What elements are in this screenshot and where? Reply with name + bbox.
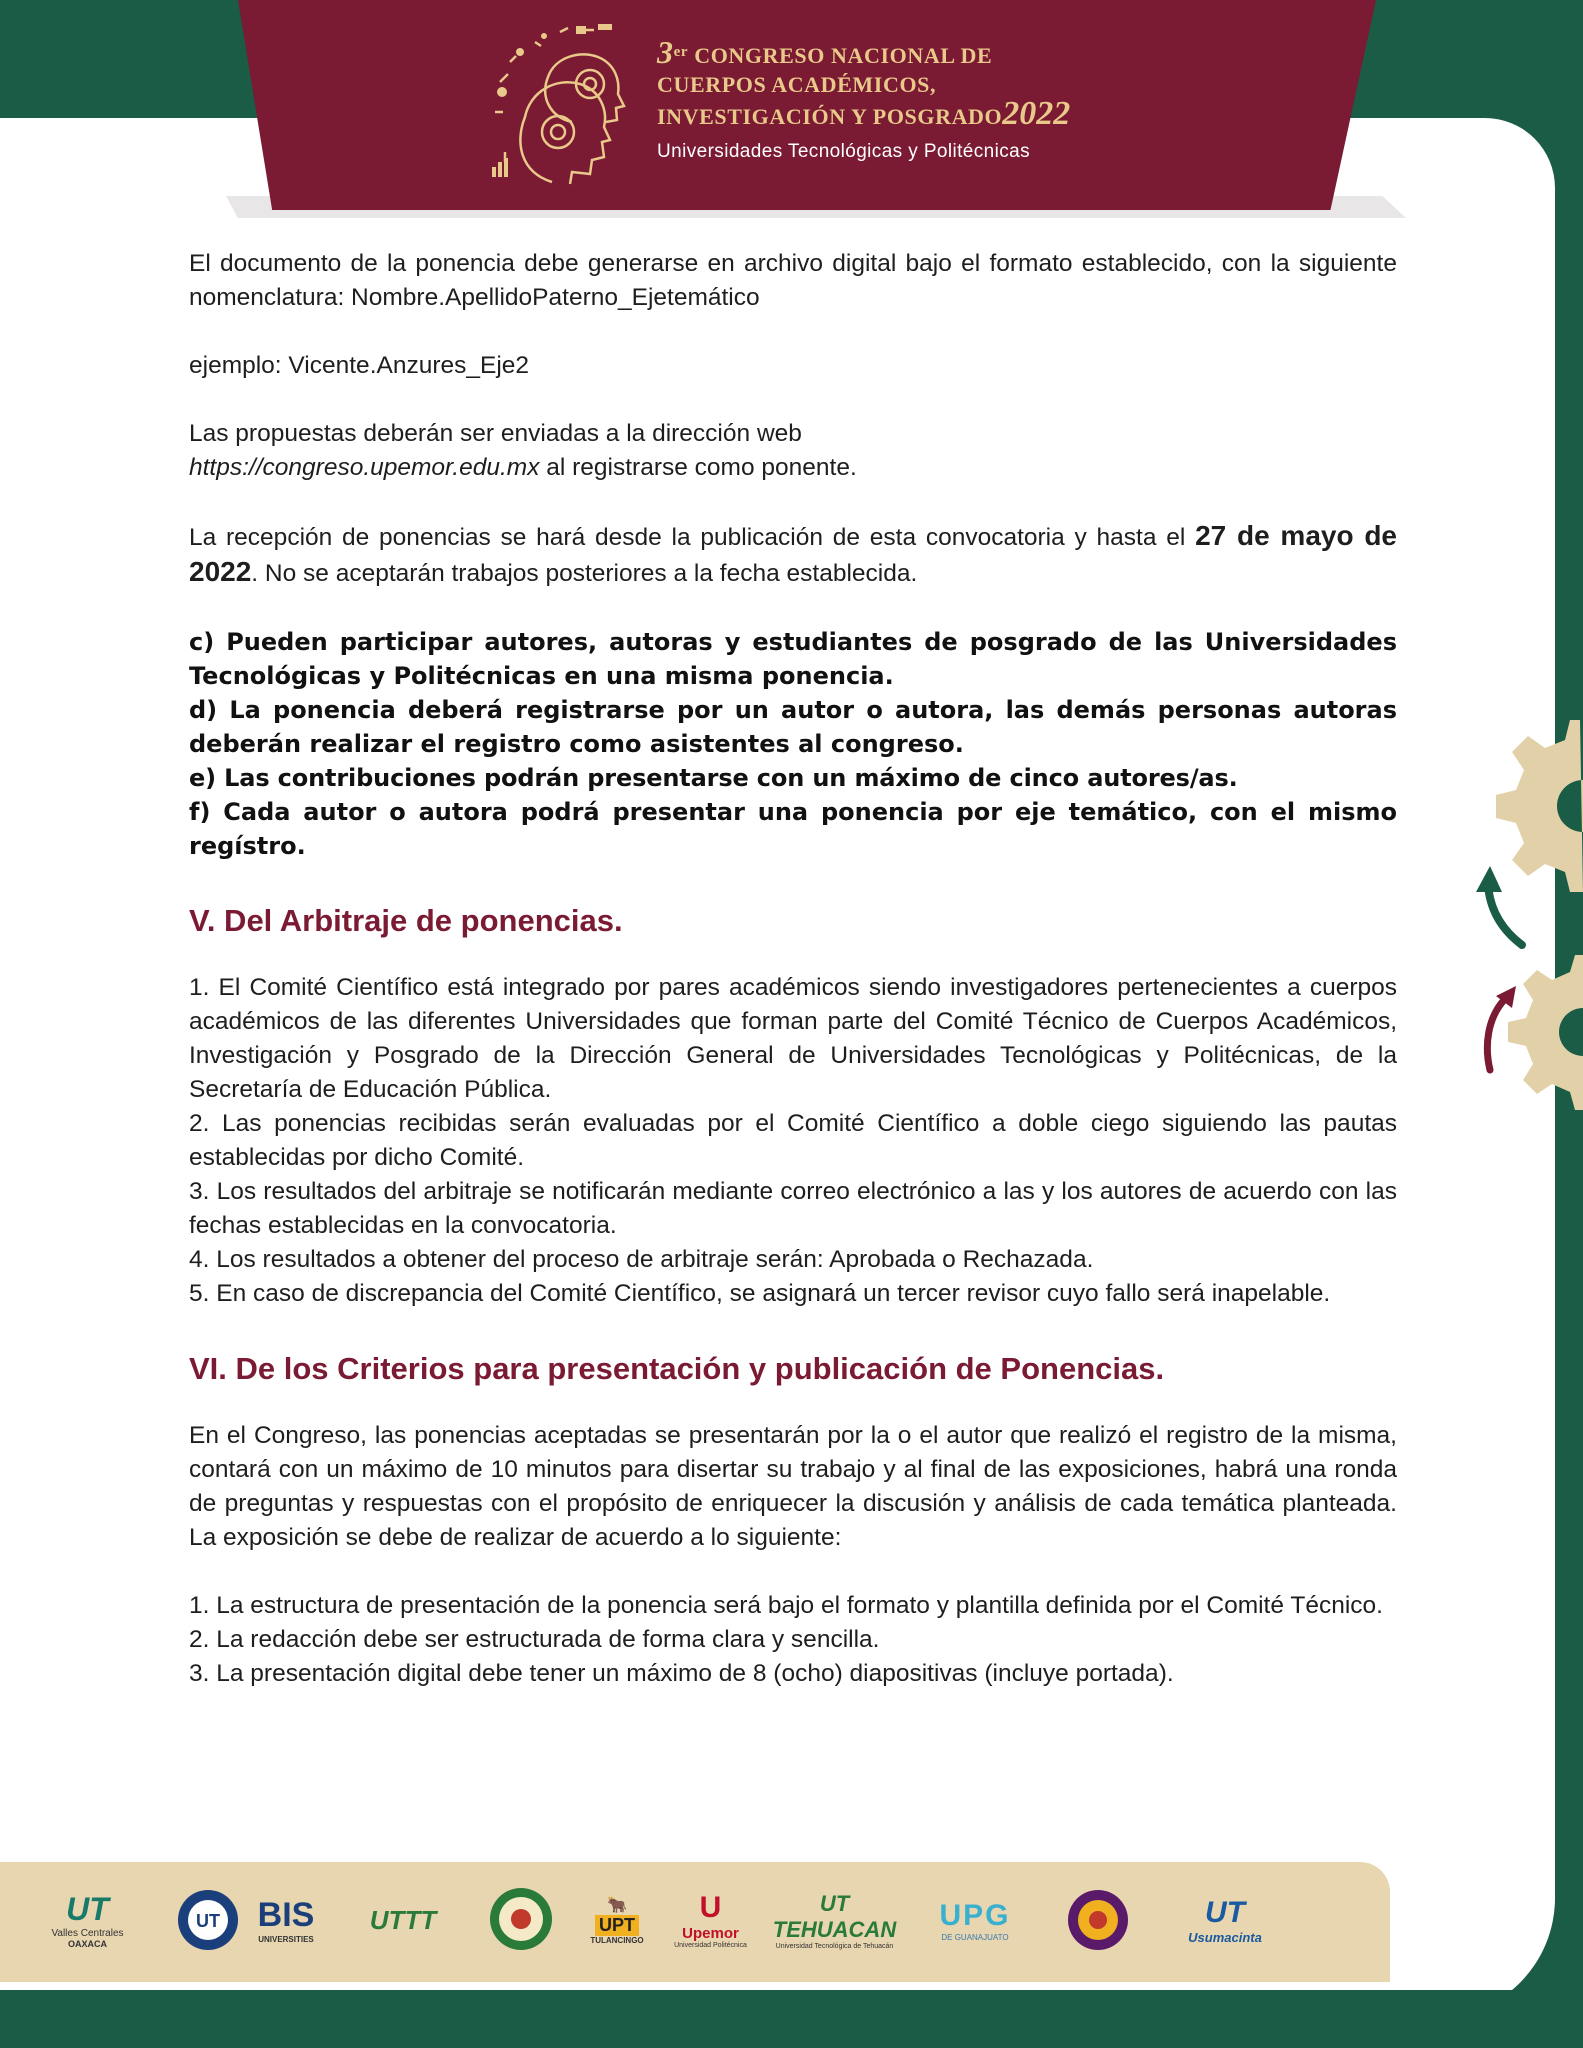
logo-ut-tehuacan: UT TEHUACAN Universidad Tecnológica de Tehuacán bbox=[772, 1890, 897, 1950]
edition-suffix: er bbox=[673, 44, 689, 60]
svg-text:UT: UT bbox=[196, 1911, 220, 1931]
logo-upemor: U Upemor Universidad Politécnica bbox=[674, 1891, 747, 1949]
submission-text-end: al registrarse como ponente. bbox=[539, 454, 857, 481]
participation-rules bbox=[189, 625, 1397, 863]
utm-aguascalientes-logo-icon bbox=[176, 1888, 240, 1952]
list-item: 1. El Comité Científico está integrado por pares académicos siendo investigadores pertenecientes a cuerpos académicos de las diferentes Universidades que forman parte del Comité Técnico de Cuerpos Académicos, Investigación y Posgrado de la Dirección General de Universidades Tecnológicas y Politécnicas, de la Secretaría de Educación Pública. bbox=[189, 974, 1397, 1103]
title-line-3: INVESTIGACIÓN Y POSGRADO bbox=[657, 104, 1003, 129]
logo-bis-universities: BIS UNIVERSITIES bbox=[257, 1896, 315, 1944]
logo-uttt: UTTT bbox=[369, 1904, 437, 1935]
document-content bbox=[189, 247, 1397, 1691]
deadline-text-end: . No se aceptarán trabajos posteriores a la fecha establecida. bbox=[251, 560, 918, 587]
list-item: 2. Las ponencias recibidas serán evaluadas por el Comité Científico a doble ciego siguiendo las pautas establecidas por dicho Comité. bbox=[189, 1110, 1397, 1171]
title-year: 2022 bbox=[1002, 95, 1071, 132]
list-item: 5. En caso de discrepancia del Comité Científico, se asignará un tercer revisor cuyo fallo será inapelable. bbox=[189, 1280, 1331, 1307]
list-item: 3. La presentación digital debe tener un máximo de 8 (ocho) diapositivas (incluye portada). bbox=[189, 1660, 1174, 1687]
list-item: 1. La estructura de presentación de la ponencia será bajo el formato y plantilla definida por el Comité Técnico. bbox=[189, 1592, 1383, 1619]
paragraph-deadline bbox=[189, 519, 1397, 591]
rule-item: e) Las contribuciones podrán presentarse con un máximo de cinco autores/as. bbox=[189, 764, 1238, 792]
logo-ut-usumacinta: UT Usumacinta bbox=[1188, 1895, 1262, 1945]
arbitraje-list bbox=[189, 971, 1397, 1311]
edition-number: 3 bbox=[657, 34, 674, 70]
paragraph-criterios-intro: En el Congreso, las ponencias aceptadas se presentarán por la o el autor que realizó el registro de la misma, contará con un máximo de 10 minutos para disertar su trabajo y al final de las exposiciones, habrá una ronda de preguntas y respuestas con el propósito de enriquecer la discusión y análisis de cada temática planteada. La exposición se debe de realizar de acuerdo a lo siguiente: bbox=[189, 1422, 1397, 1551]
rule-item: c) Pueden participar autores, autoras y estudiantes de posgrado de las Universidades Tecnológicas y Politécnicas en una misma ponencia. bbox=[189, 628, 1397, 690]
section-heading-criterios: VI. De los Criterios para presentación y publicación de Ponencias. bbox=[189, 1351, 1165, 1386]
paragraph-submission bbox=[189, 417, 1397, 485]
logo-upt-tulancingo: 🐂 UPT TULANCINGO bbox=[590, 1897, 644, 1945]
congress-emblem-icon bbox=[480, 22, 630, 187]
section-heading-arbitraje: V. Del Arbitraje de ponencias. bbox=[189, 903, 623, 938]
list-item: 3. Los resultados del arbitraje se notificarán mediante correo electrónico a las y los autores de acuerdo con las fechas establecidas en la convocatoria. bbox=[189, 1178, 1397, 1239]
up-puebla-seal-logo-icon bbox=[1066, 1888, 1130, 1952]
ut-seal-logo-icon bbox=[488, 1886, 554, 1952]
rule-item: f) Cada autor o autora podrá presentar una ponencia por eje temático, con el mismo regístro. bbox=[189, 798, 1397, 860]
list-item: 4. Los resultados a obtener del proceso de arbitraje serán: Aprobada o Rechazada. bbox=[189, 1246, 1094, 1273]
logo-upg-guanajuato: UPG DE GUANAJUATO bbox=[939, 1898, 1011, 1942]
congress-title bbox=[657, 34, 1071, 132]
criterios-list bbox=[189, 1589, 1397, 1691]
congress-subtitle: Universidades Tecnológicas y Politécnicas bbox=[657, 141, 1031, 162]
title-line-2: CUERPOS ACADÉMICOS, bbox=[657, 72, 937, 97]
submission-url-link[interactable]: https://congreso.upemor.edu.mx bbox=[189, 454, 540, 481]
deadline-date: 27 de mayo de 2022 bbox=[189, 520, 1397, 587]
bottom-green-band bbox=[0, 1990, 1583, 2048]
submission-text: Las propuestas deberán ser enviadas a la dirección web bbox=[189, 420, 802, 447]
gears-decoration-icon bbox=[1420, 700, 1583, 1120]
list-item: 2. La redacción debe ser estructurada de forma clara y sencilla. bbox=[189, 1626, 880, 1653]
title-line-1: CONGRESO NACIONAL DE bbox=[694, 43, 993, 68]
paragraph-example: ejemplo: Vicente.Anzures_Eje2 bbox=[189, 352, 530, 379]
rule-item: d) La ponencia deberá registrarse por un autor o autora, las demás personas autoras deberán realizar el registro como asistentes al congreso. bbox=[189, 696, 1397, 758]
deadline-text: La recepción de ponencias se hará desde la publicación de esta convocatoria y hasta el bbox=[189, 524, 1196, 551]
paragraph-file-format: El documento de la ponencia debe generarse en archivo digital bajo el formato establecido, con la siguiente nomenclatura: Nombre.ApellidoPaterno_Ejetemático bbox=[189, 250, 1397, 311]
logo-ut-valles-centrales: UT Valles Centrales OAXACA bbox=[51, 1891, 124, 1949]
